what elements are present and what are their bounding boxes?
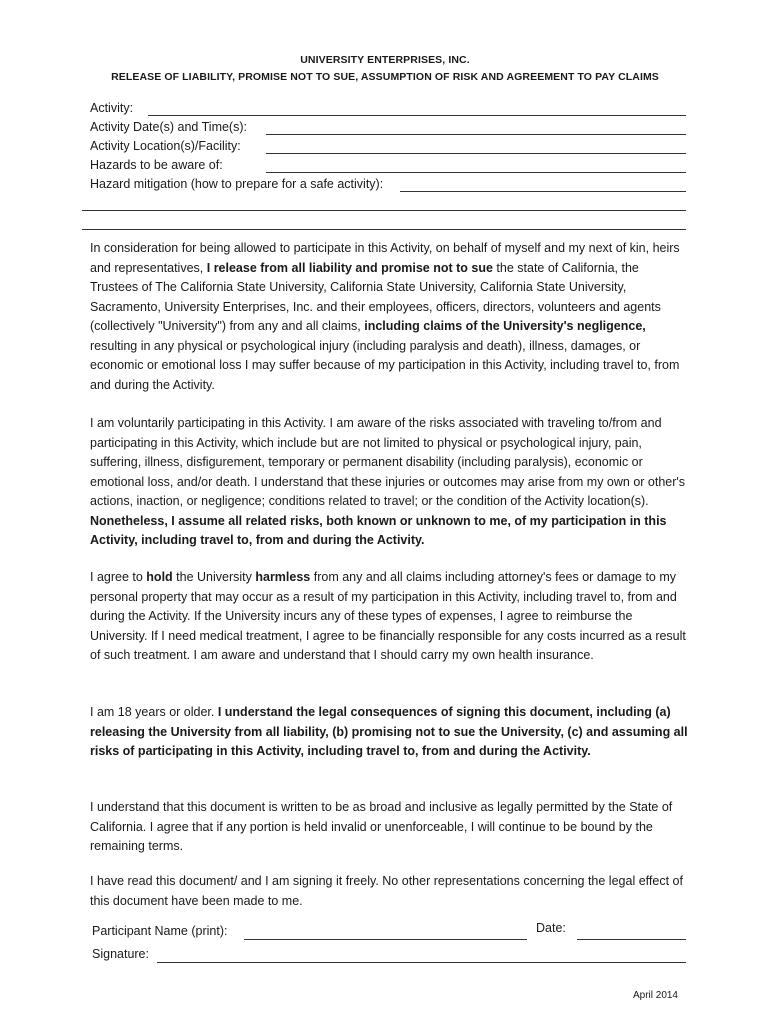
signature-label: Signature: bbox=[92, 947, 149, 961]
dates-label: Activity Date(s) and Time(s): bbox=[90, 120, 247, 134]
release-paragraph: In consideration for being allowed to participate in this Activity, on behalf of myself and my next of kin, heirs and representatives, I release from all liability and promise not to sue the state of California, the Trustees of The California State University, California State University, California State University, Sacramento, University Enterprises, Inc. and their employees, officers, directors, volunteers and agents (collectively "University") from any and all claims, including claims of the University's negligence, resulting in any physical or psychological injury (including paralysis and death), illness, damages, or economic or emotional loss I may suffer because of my participation in this Activity, including travel to, from and during the Activity. bbox=[90, 241, 680, 392]
document-title: RELEASE OF LIABILITY, PROMISE NOT TO SUE, ASSUMPTION OF RISK AND AGREEMENT TO PAY CLAIMS bbox=[111, 71, 659, 83]
date-input-line[interactable] bbox=[577, 939, 686, 940]
mitigation-field bbox=[90, 177, 686, 195]
mitigation-label: Hazard mitigation (how to prepare for a safe activity): bbox=[90, 177, 384, 191]
location-input-line[interactable] bbox=[266, 153, 686, 154]
mitigation-input-line[interactable] bbox=[400, 191, 686, 192]
hazards-field bbox=[90, 158, 686, 176]
activity-input-line[interactable] bbox=[148, 115, 686, 116]
acknowledgement-paragraph: I have read this document/ and I am signing it freely. No other representations concerning the legal effect of this document have been made to me. bbox=[90, 874, 683, 908]
org-heading: UNIVERSITY ENTERPRISES, INC. bbox=[300, 54, 470, 66]
location-label: Activity Location(s)/Facility: bbox=[90, 139, 241, 153]
dates-field bbox=[90, 120, 686, 138]
revision-date: April 2014 bbox=[632, 990, 678, 1001]
severability-paragraph: I understand that this document is written to be as broad and inclusive as legally permitted by the State of California. I agree that if any portion is held invalid or unenforceable, I will continue to be bound by the remaining terms. bbox=[90, 800, 673, 853]
activity-field bbox=[90, 101, 686, 119]
participant-name-input-line[interactable] bbox=[244, 939, 527, 940]
hazards-label: Hazards to be aware of: bbox=[90, 158, 223, 172]
assumption-of-risk-paragraph: I am voluntarily participating in this Activity. I am aware of the risks associated with traveling to/from and participating in this Activity, which include but are not limited to physical or psychological injury, pain, suffering, illness, disfigurement, temporary or permanent disability (including paralysis), economic or emotional loss, and/or death. I understand that these injuries or outcomes may arise from my own or other's actions, inaction, or negligence; conditions related to travel; or the condition of the Activity location(s). Nonetheless, I assume all related risks, both known or unknown to me, of my participation in this Activity, including travel to, from and during the Activity. bbox=[90, 416, 686, 547]
participant-name-label: Participant Name (print): bbox=[92, 924, 228, 938]
activity-label: Activity: bbox=[90, 101, 134, 115]
dates-input-line[interactable] bbox=[266, 134, 686, 135]
age-consequences-paragraph: I am 18 years or older. I understand the legal consequences of signing this document, including (a) releasing the University from all liability, (b) promising not to sue the University, (c) and assuming all risks of participating in this Activity, including travel to, from and during the Activity. bbox=[90, 705, 688, 758]
hold-harmless-paragraph: I agree to hold the University harmless from any and all claims including attorney's fees or damage to my personal property that may occur as a result of my participation in this Activity, including travel to, from and during the Activity. If the University incurs any of these types of expenses, I agree to reimburse the University. If I need medical treatment, I agree to be financially responsible for any costs incurred as a result of such treatment. I am aware and understand that I should carry my own health insurance. bbox=[90, 570, 686, 662]
mitigation-line-2[interactable] bbox=[82, 210, 686, 211]
date-label: Date: bbox=[536, 921, 566, 935]
signature-input-line[interactable] bbox=[157, 962, 686, 963]
location-field bbox=[90, 139, 686, 157]
hazards-input-line[interactable] bbox=[266, 172, 686, 173]
mitigation-line-3[interactable] bbox=[82, 229, 686, 230]
